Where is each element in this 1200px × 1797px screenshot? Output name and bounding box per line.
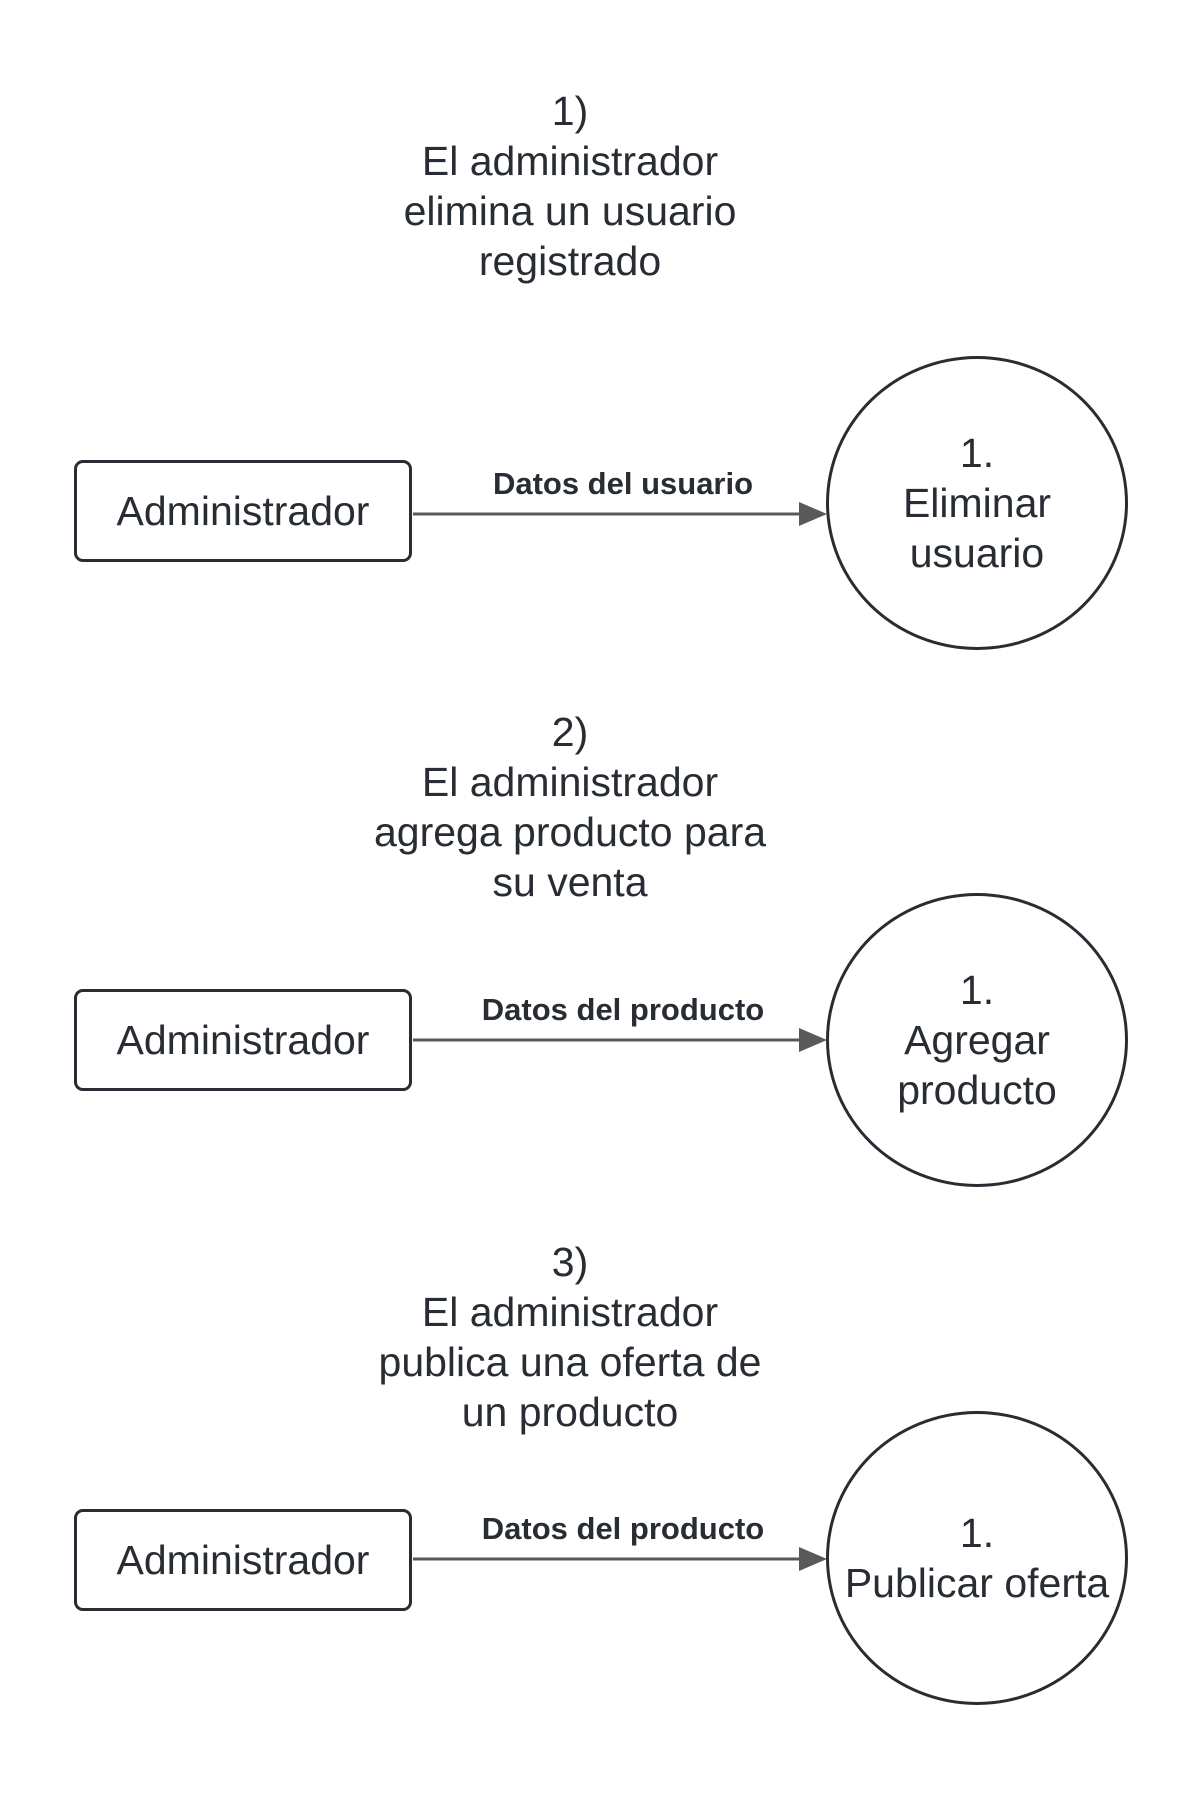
data-flow-arrow — [413, 1509, 833, 1599]
scenario-title-line: agrega producto para — [373, 809, 767, 855]
external-entity-administrador: Administrador — [74, 460, 412, 562]
data-flow — [413, 1509, 833, 1599]
external-entity-administrador: Administrador — [74, 1509, 412, 1611]
process-label-line: producto — [897, 1067, 1057, 1113]
data-flow-arrow — [413, 464, 833, 554]
process-label-line: usuario — [909, 530, 1045, 576]
process-label-line: Agregar — [904, 1017, 1050, 1063]
process-label-line: Eliminar — [902, 480, 1052, 526]
scenario-title — [300, 86, 840, 286]
scenario-title-line: publica una oferta de — [378, 1339, 762, 1385]
scenario-title-line: un producto — [461, 1389, 679, 1435]
scenario-number: 1) — [551, 88, 589, 134]
scenario-number: 2) — [551, 709, 589, 755]
data-flow-label: Datos del producto — [481, 1511, 765, 1546]
data-flow — [413, 464, 833, 554]
scenario-title-line: El administrador — [421, 138, 719, 184]
external-entity-administrador: Administrador — [74, 989, 412, 1091]
scenario-title-line: su venta — [492, 859, 648, 905]
scenario-2 — [0, 707, 1200, 1267]
process-number: 1. — [959, 1510, 995, 1556]
scenario-3 — [0, 1237, 1200, 1797]
scenario-1 — [0, 86, 1200, 646]
process-circle — [826, 1411, 1128, 1705]
data-flow-label: Datos del usuario — [492, 466, 754, 501]
scenario-title-line: El administrador — [421, 759, 719, 805]
process-label-line: Publicar oferta — [844, 1560, 1110, 1606]
data-flow — [413, 990, 833, 1080]
scenario-title — [300, 1237, 840, 1437]
scenario-title — [300, 707, 840, 907]
data-flow-arrow — [413, 990, 833, 1080]
scenario-title-line: registrado — [478, 238, 662, 284]
scenario-number: 3) — [551, 1239, 589, 1285]
process-number: 1. — [959, 430, 995, 476]
data-flow-label: Datos del producto — [481, 992, 765, 1027]
scenario-title-line: elimina un usuario — [403, 188, 737, 234]
scenario-title-line: El administrador — [421, 1289, 719, 1335]
process-number: 1. — [959, 967, 995, 1013]
process-circle — [826, 356, 1128, 650]
process-circle — [826, 893, 1128, 1187]
